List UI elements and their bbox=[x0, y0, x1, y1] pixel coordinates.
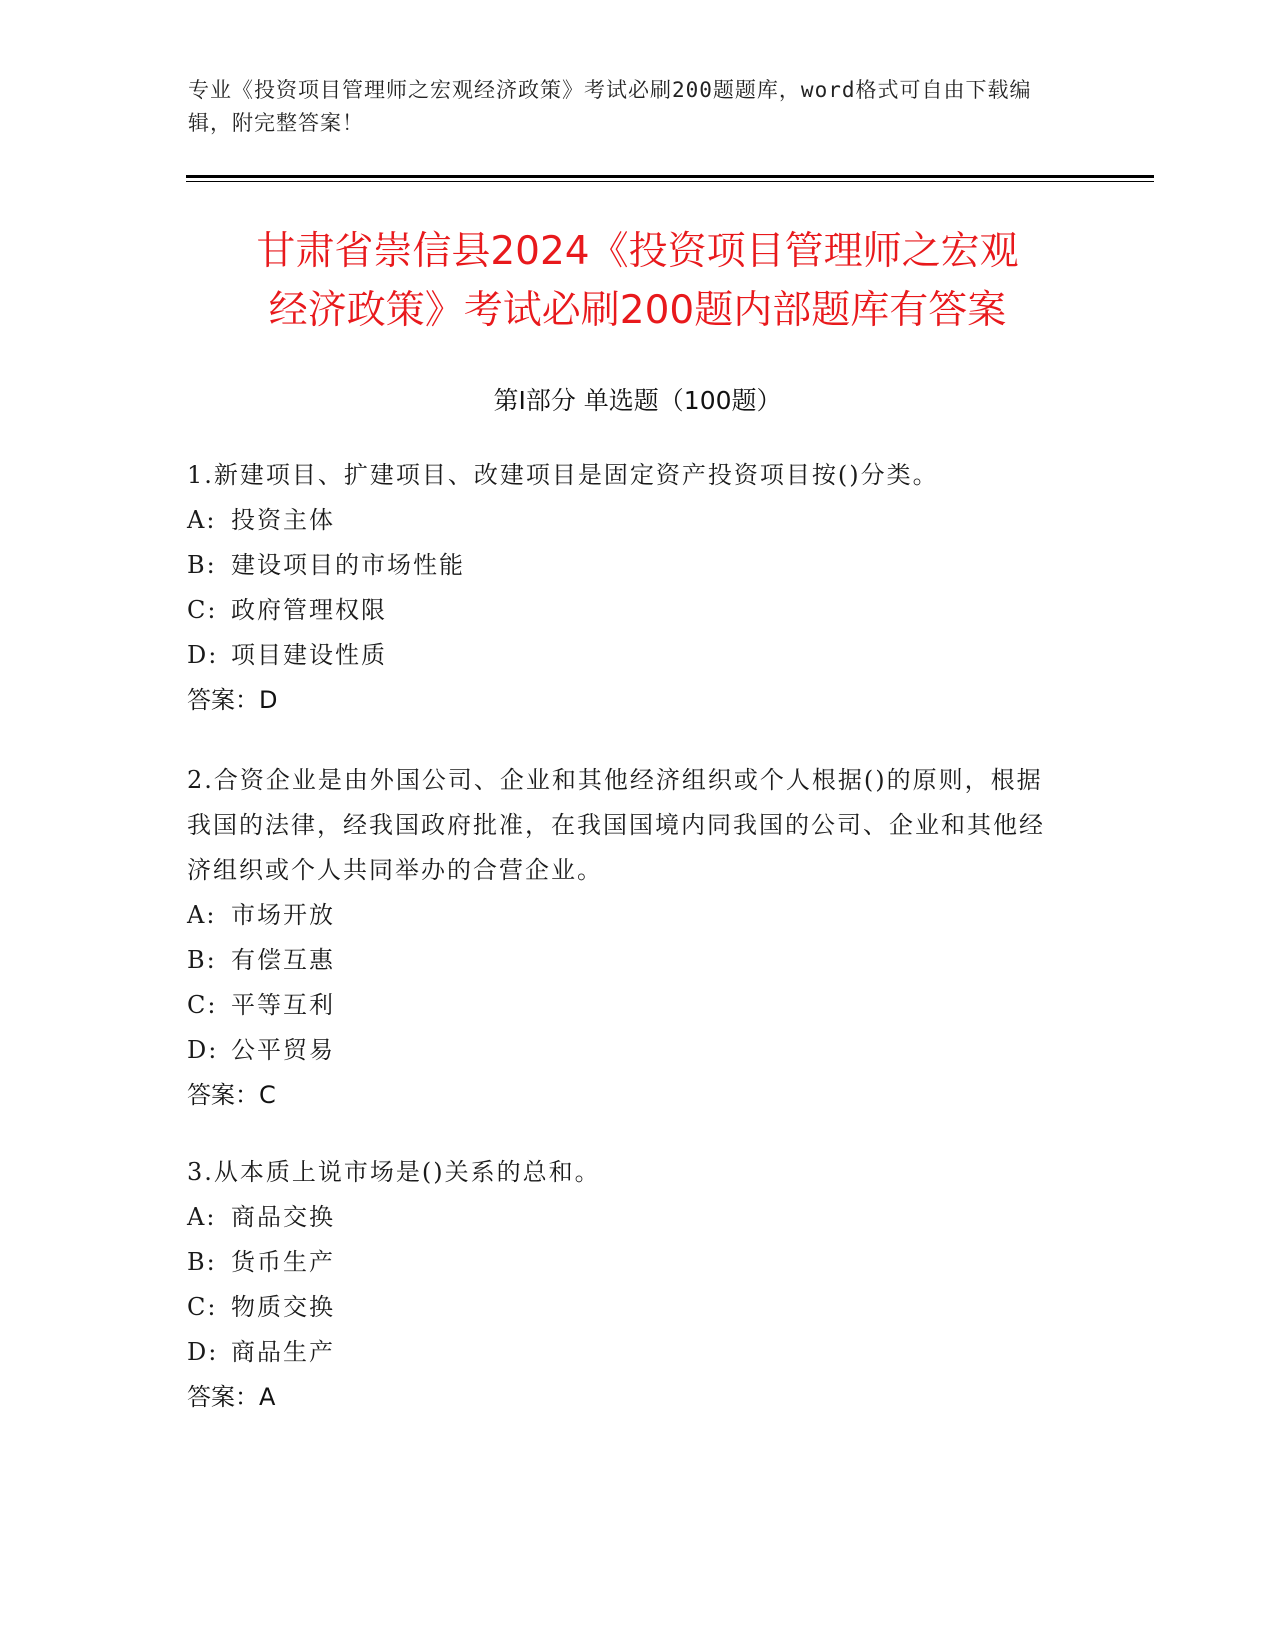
question-stem: 3.从本质上说市场是()关系的总和。 bbox=[187, 1158, 601, 1186]
option-text: 公平贸易 bbox=[231, 1036, 335, 1064]
option-text: 商品交换 bbox=[231, 1203, 335, 1231]
header-rule-thin bbox=[186, 181, 1154, 182]
option-text: 商品生产 bbox=[231, 1338, 335, 1366]
option-letter: B: bbox=[187, 551, 217, 579]
document-title bbox=[160, 222, 1115, 340]
answer: 答案：C bbox=[187, 1081, 276, 1109]
option-text: 有偿互惠 bbox=[231, 946, 335, 974]
section-heading: 第I部分 单选题（100题） bbox=[493, 386, 782, 415]
question-1 bbox=[187, 453, 1067, 723]
option-b bbox=[187, 938, 1067, 983]
question-stem: 2.合资企业是由外国公司、企业和其他经济组织或个人根据()的原则，根据我国的法律，经我国政府批准，在我国国境内同我国的公司、企业和其他经济组织或个人共同举办的合营企业。 bbox=[187, 766, 1045, 884]
document-title-line-2: 经济政策》考试必刷200题内部题库有答案 bbox=[268, 288, 1007, 333]
option-a bbox=[187, 1195, 1067, 1240]
answer: 答案：A bbox=[187, 1383, 276, 1411]
option-b bbox=[187, 543, 1067, 588]
option-b bbox=[187, 1240, 1067, 1285]
answer: 答案：D bbox=[187, 686, 278, 714]
option-text: 物质交换 bbox=[231, 1293, 335, 1321]
option-letter: A: bbox=[187, 506, 217, 534]
header-rule-thick bbox=[186, 175, 1154, 178]
option-text: 投资主体 bbox=[231, 506, 335, 534]
option-d bbox=[187, 633, 1067, 678]
question-3 bbox=[187, 1150, 1067, 1420]
option-a bbox=[187, 893, 1067, 938]
document-title-line-1: 甘肃省崇信县2024《投资项目管理师之宏观 bbox=[256, 229, 1019, 274]
question-2 bbox=[187, 758, 1067, 1118]
option-a bbox=[187, 498, 1067, 543]
option-letter: A: bbox=[187, 1203, 217, 1231]
option-text: 建设项目的市场性能 bbox=[231, 551, 465, 579]
option-text: 政府管理权限 bbox=[231, 596, 387, 624]
option-text: 平等互利 bbox=[231, 991, 335, 1019]
option-letter: D: bbox=[187, 1338, 219, 1366]
option-d bbox=[187, 1330, 1067, 1375]
option-c bbox=[187, 1285, 1067, 1330]
option-d bbox=[187, 1028, 1067, 1073]
option-text: 项目建设性质 bbox=[231, 641, 387, 669]
header-note: 专业《投资项目管理师之宏观经济政策》考试必刷200题题库，word格式可自由下载编辑，附完整答案！ bbox=[188, 78, 1032, 135]
option-letter: A: bbox=[187, 901, 217, 929]
option-c bbox=[187, 983, 1067, 1028]
option-letter: D: bbox=[187, 1036, 219, 1064]
option-letter: C: bbox=[187, 991, 218, 1019]
option-text: 货币生产 bbox=[231, 1248, 335, 1276]
option-letter: D: bbox=[187, 641, 219, 669]
option-letter: B: bbox=[187, 946, 217, 974]
option-letter: C: bbox=[187, 596, 218, 624]
question-stem: 1.新建项目、扩建项目、改建项目是固定资产投资项目按()分类。 bbox=[187, 461, 939, 489]
option-text: 市场开放 bbox=[231, 901, 335, 929]
option-letter: B: bbox=[187, 1248, 217, 1276]
option-letter: C: bbox=[187, 1293, 218, 1321]
option-c bbox=[187, 588, 1067, 633]
